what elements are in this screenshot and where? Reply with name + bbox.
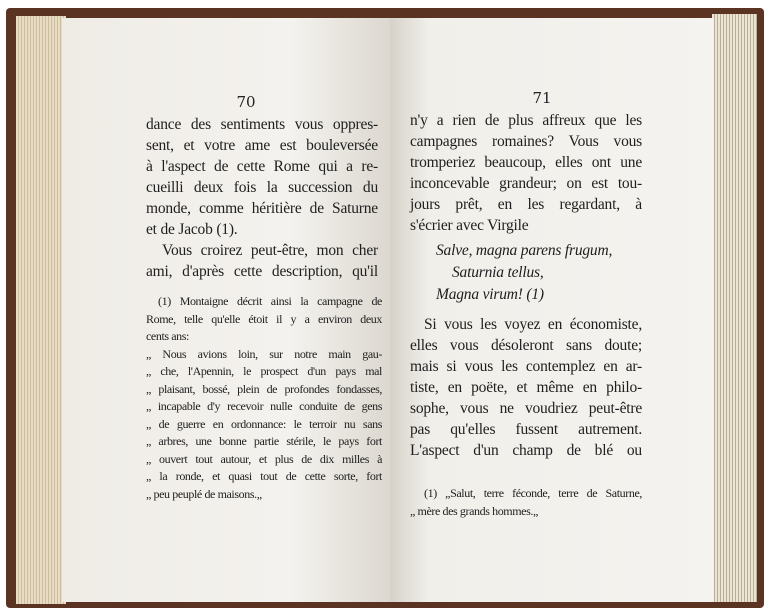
body-text-line: Vous croirez peut-être, mon cher <box>162 242 378 259</box>
body-text-line: L'aspect d'un champ de blé ou <box>410 442 642 459</box>
footnote-line: „ arbres, une bonne partie stérile, le pays fort <box>146 434 382 448</box>
body-text-line: mais si vous les contemplez en ar- <box>410 358 642 375</box>
body-text-line: s'écrier avec Virgile <box>410 217 529 234</box>
verse-line: Salve, magna parens frugum, <box>436 242 613 259</box>
verse-line: Saturnia tellus, <box>452 264 544 281</box>
body-text-line: campagnes romaines? Vous vous <box>410 133 642 150</box>
verse-line: Magna virum! (1) <box>436 286 544 303</box>
body-text-line: inconcevable grandeur; on est tou- <box>410 175 642 192</box>
body-text-line: tromperiez beaucoup, elles ont une <box>410 154 642 171</box>
footnote-line: „ incapable d'y recevoir nulle conduite de gens <box>146 399 382 413</box>
footnote-line: „ Nous avions loin, sur notre main gau- <box>146 346 382 361</box>
footnote-line: cents ans: <box>146 329 189 343</box>
body-text-line: pas qu'elles fussent autrement. <box>410 421 642 438</box>
body-text-line: tiste, en poëte, et même en philo- <box>410 379 642 396</box>
footnote-line: Rome, telle qu'elle étoit il y a environ deux <box>146 311 382 326</box>
footnote-line: „ ouvert tout autour, et plus de dix milles à <box>146 451 382 466</box>
left-page <box>62 18 390 602</box>
footnote-line: (1) „Salut, terre féconde, terre de Saturne, <box>424 486 642 500</box>
footnote-line: „ che, l'Apennin, le prospect d'un pays mal <box>146 364 382 378</box>
body-text-line: à l'aspect de cette Rome qui a re- <box>146 158 378 175</box>
body-text-line: dance des sentiments vous oppres- <box>146 116 378 133</box>
body-text-line: jours prêt, en les regardant, à <box>410 196 642 213</box>
body-text-line: elles vous désoleront sans doute; <box>410 337 642 354</box>
footnote-line: (1) Montaigne décrit ainsi la campagne de <box>158 294 382 308</box>
page-edges-right <box>712 14 757 602</box>
body-text-line: Si vous les voyez en économiste, <box>424 316 642 333</box>
page-edges-left <box>16 16 66 604</box>
body-text-line: sent, et votre ame est bouleversée <box>146 137 378 154</box>
body-text-line: monde, comme héritière de Saturne <box>146 200 378 217</box>
page-number: 70 <box>236 93 256 111</box>
footnote-line: „ la ronde, et quasi tout de cette sorte, fort <box>146 469 382 483</box>
body-text-line: sophe, vous ne voudriez peut-être <box>410 400 642 417</box>
right-page <box>390 18 714 602</box>
body-text-line: ami, d'après cette description, qu'il <box>146 263 378 280</box>
body-text-line: et de Jacob (1). <box>146 221 238 238</box>
body-text-line: cueilli deux fois la succession du <box>146 179 378 196</box>
body-text-line: n'y a rien de plus affreux que les <box>410 112 642 129</box>
footnote-line: „ mère des grands hommes.„ <box>410 504 538 518</box>
page-number: 71 <box>532 89 552 107</box>
footnote-line: „ peu peuplé de maisons.„ <box>146 486 262 501</box>
footnote-line: „ de guerre en ordonnance: le terroir nu sans <box>146 416 382 431</box>
footnote-line: „ plaisant, bossé, plein de profondes fondasses, <box>146 381 382 396</box>
